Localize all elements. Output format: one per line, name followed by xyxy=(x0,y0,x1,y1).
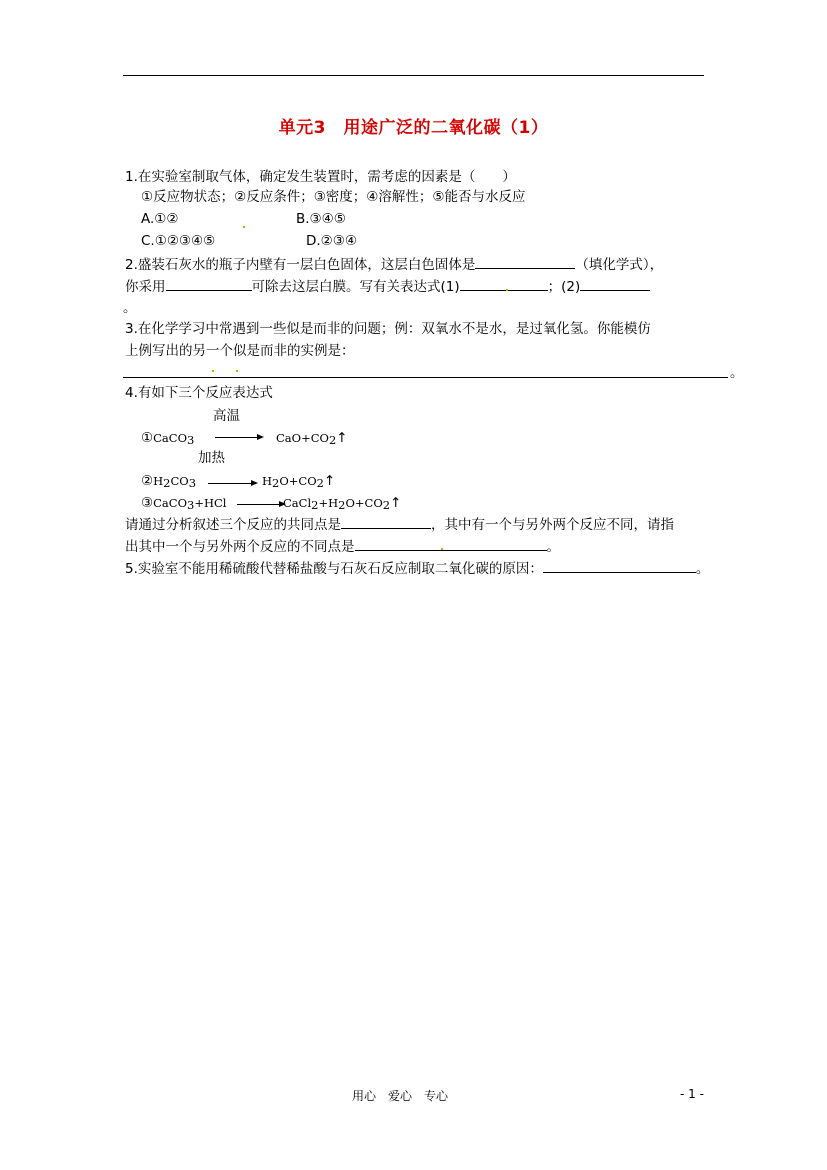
reaction1-right: CaO+CO xyxy=(276,431,329,445)
reaction2-right-b: O+CO xyxy=(279,474,317,488)
stray-mark xyxy=(441,548,443,550)
q5-end: 。 xyxy=(695,561,710,577)
stray-mark xyxy=(236,370,238,372)
gas-arrow: ↑ xyxy=(390,495,402,511)
reaction3-reactant xyxy=(141,494,226,514)
q1-option-c: C.①②③④⑤ xyxy=(141,233,216,249)
stray-mark xyxy=(243,226,245,228)
q2-blank-equation1[interactable] xyxy=(460,277,548,291)
q4-stem: 4.有如下三个反应表达式 xyxy=(125,385,273,401)
q5-blank-reason[interactable] xyxy=(543,559,696,573)
reaction2-number: ② xyxy=(141,473,154,489)
q4-ask1-suffix: ，其中有一个与另外两个反应不同，请指 xyxy=(431,517,674,533)
gas-arrow: ↑ xyxy=(336,430,348,446)
reaction2-product xyxy=(262,472,335,492)
q3-answer-blank[interactable] xyxy=(123,377,728,378)
q1-option-d: D.②③④ xyxy=(306,233,357,249)
header-rule xyxy=(123,75,704,76)
reaction2-left-b: CO xyxy=(170,474,189,488)
q5-text: 5.实验室不能用稀硫酸代替稀盐酸与石灰石反应制取二氧化碳的原因： xyxy=(125,561,543,577)
q1-stem: 1.在实验室制取气体，确定发生装置时，需考虑的因素是（ ） xyxy=(125,169,516,185)
reaction1-arrow xyxy=(215,437,262,438)
reaction1-left-sub: 3 xyxy=(187,433,195,447)
reaction2-left-sub1: 2 xyxy=(163,476,171,490)
gas-arrow: ↑ xyxy=(323,473,336,489)
reaction2-reactant xyxy=(141,472,196,492)
q2-line3: 。 xyxy=(123,300,137,316)
q4-ask-line2 xyxy=(125,537,560,556)
q2-line2-sep: ；(2) xyxy=(547,279,581,295)
q3-line2: 上例写出的另一个似是而非的实例是： xyxy=(125,343,355,359)
q2-line2-prefix: 你采用 xyxy=(125,279,166,295)
q3-end: 。 xyxy=(730,365,744,381)
stray-mark xyxy=(212,370,214,372)
q2-line1-suffix: （填化学式）， xyxy=(575,257,664,273)
reaction2-right-a: H xyxy=(262,474,273,488)
q4-ask2-text: 出其中一个与另外两个反应的不同点是 xyxy=(125,539,355,555)
reaction2-condition: 加热 xyxy=(198,450,225,466)
reaction2-right-sub1: 2 xyxy=(272,476,280,490)
q2-blank-method[interactable] xyxy=(166,277,252,291)
reaction3-arrow xyxy=(237,504,284,505)
reaction3-number: ③ xyxy=(141,495,154,511)
worksheet-title: 单元3 用途广泛的二氧化碳（1） xyxy=(278,118,549,138)
reaction1-left: CaCO xyxy=(153,431,187,445)
q4-ask1-text: 请通过分析叙述三个反应的共同点是 xyxy=(125,517,341,533)
page-number: - 1 - xyxy=(680,1087,704,1101)
reaction2-arrow xyxy=(208,483,256,484)
reaction1-reactant xyxy=(141,429,194,449)
q4-ask2-end: 。 xyxy=(546,539,560,555)
q2-blank-equation2[interactable] xyxy=(580,277,650,291)
q2-line2-middle: 可除去这层白膜。写有关表达式(1) xyxy=(251,279,460,295)
stray-mark xyxy=(506,289,508,291)
q2-line1 xyxy=(125,255,663,274)
q4-blank-common[interactable] xyxy=(341,515,431,529)
reaction2-right-sub2: 2 xyxy=(316,476,324,490)
reaction2-left-a: H xyxy=(153,474,164,488)
q2-blank-formula[interactable] xyxy=(475,255,575,269)
q4-ask-line1 xyxy=(125,515,674,534)
q1-option-a: A.①② xyxy=(141,211,179,227)
reaction1-product xyxy=(276,429,348,449)
reaction3-left-b: +HCl xyxy=(194,496,227,510)
reaction3-right-c: O+CO xyxy=(345,496,383,510)
reaction3-product xyxy=(283,494,401,514)
q1-option-b: B.③④⑤ xyxy=(296,211,346,227)
q2-line2 xyxy=(125,277,650,296)
reaction3-right-sub3: 2 xyxy=(382,498,391,512)
footer-motto: 用心 爱心 专心 xyxy=(352,1089,449,1103)
reaction3-right-sub1: 2 xyxy=(311,498,319,512)
reaction3-right-a: CaCl xyxy=(283,496,312,510)
reaction3-left-sub: 3 xyxy=(187,498,195,512)
reaction1-number: ① xyxy=(141,430,154,446)
q3-line1: 3.在化学学习中常遇到一些似是而非的问题；例：双氧水不是水，是过氧化氢。你能模仿 xyxy=(125,321,651,337)
q4-blank-difference[interactable] xyxy=(355,537,547,551)
q5-line xyxy=(125,559,709,578)
reaction1-condition: 高温 xyxy=(213,408,240,424)
q2-line1-text: 2.盛装石灰水的瓶子内壁有一层白色固体，这层白色固体是 xyxy=(125,257,476,273)
q1-factors: ①反应物状态；②反应条件；③密度；④溶解性；⑤能否与水反应 xyxy=(141,189,526,205)
reaction3-left-a: CaCO xyxy=(153,496,187,510)
reaction2-left-sub2: 3 xyxy=(188,476,197,490)
reaction3-right-sub2: 2 xyxy=(338,498,346,512)
reaction3-right-b: +H xyxy=(318,496,339,510)
reaction1-right-sub: 2 xyxy=(328,433,337,447)
